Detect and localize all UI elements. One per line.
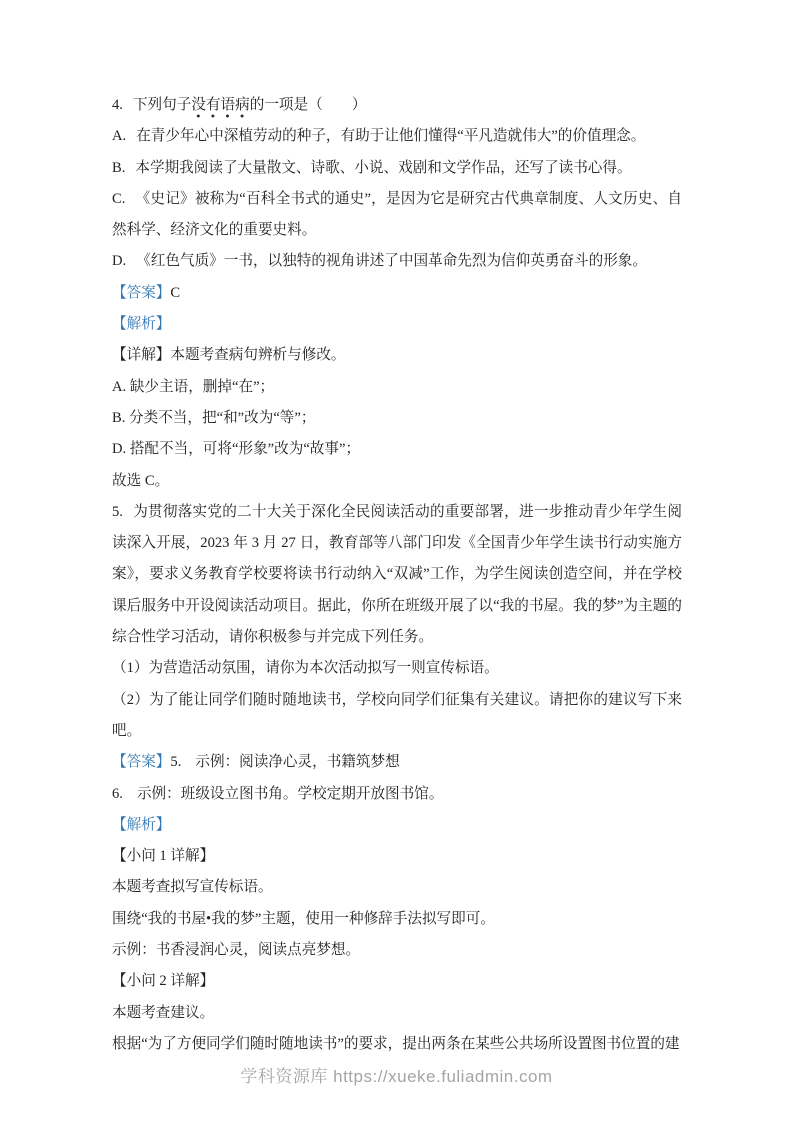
q4-detail-line: 故选 C。 bbox=[112, 472, 170, 489]
q5-sub1: （1）为营造活动氛围，请你为本次活动拟写一则宣传标语。 bbox=[112, 660, 499, 677]
q4-stem bbox=[112, 90, 682, 121]
q5-analysis-line: 本题考查拟写宣传标语。 bbox=[112, 879, 273, 896]
q4-option-a-label: A. bbox=[112, 128, 127, 145]
q5-analysis-line: 示例：书香浸润心灵，阅读点亮梦想。 bbox=[112, 942, 361, 959]
q5-stem-text: 为贯彻落实党的二十大关于深化全民阅读活动的重要部署，进一步推动青少年学生阅读深入开展，2023 年 3 月 27 日，教育部等八部门印发《全国青少年学生读书行动实施方案》，要求义务教育学校要将读书行动纳入“双减”工作，为学生阅读创造空间，并在学校课后服务中开设阅读活动项目。据此，你所在班级开展了以“我的书屋。我的梦”为主题的综合性学习活动，请你积极参与并完成下列任务。 bbox=[112, 503, 682, 646]
q5-analysis-line-truncated: 根据“为了方便同学们随时随地读书”的要求，提出两条在某些公共场所设置图书位置的建 bbox=[112, 1035, 680, 1052]
q4-answer-line bbox=[112, 278, 682, 309]
q5-analysis-line: 围绕“我的书屋•我的梦”主题，使用一种修辞手法拟写即可。 bbox=[112, 910, 495, 927]
q5-answer-tag: 【答案】 bbox=[112, 754, 171, 771]
q4-option-c-label: C. bbox=[112, 190, 126, 207]
q4-option-d-label: D. bbox=[112, 253, 127, 270]
q4-number: 4. bbox=[112, 97, 123, 113]
q5-analysis-line: 【小问 2 详解】 bbox=[112, 973, 215, 990]
q4-option-a-text: 在青少年心中深植劳动的种子，有助于让他们懂得“平凡造就伟大”的价值理念。 bbox=[136, 128, 646, 145]
q4-option-c-text: 《史记》被称为“百科全书式的通史”，是因为它是研究古代典章制度、人文历史、自然科学、经济文化的重要史料。 bbox=[112, 190, 682, 239]
q4-detail-line: A. 缺少主语，删掉“在”； bbox=[112, 378, 275, 395]
q4-stem-suffix: 的一项是（ ） bbox=[249, 97, 367, 113]
q5-answer-line-2 bbox=[112, 779, 682, 810]
q4-stem-emphasis: 没有语病 bbox=[191, 97, 249, 119]
q5-analysis-tag-line bbox=[112, 810, 682, 841]
q4-option-d-text: 《红色气质》一书，以独特的视角讲述了中国革命先烈为信仰英勇奋斗的形象。 bbox=[136, 253, 647, 270]
watermark-footer: 学科资源库 https://xueke.fuliadmin.com bbox=[240, 1067, 553, 1086]
q5-answer2-number: 6. bbox=[112, 785, 123, 802]
q4-option-b-label: B. bbox=[112, 159, 126, 176]
q5-analysis-line: 【小问 1 详解】 bbox=[112, 848, 215, 865]
q5-answer-line-1 bbox=[112, 747, 682, 778]
q4-option-b-text: 本学期我阅读了大量散文、诗歌、小说、戏剧和文学作品，还写了读书心得。 bbox=[135, 159, 632, 176]
q4-detail-line: 【详解】本题考查病句辨析与修改。 bbox=[112, 347, 346, 364]
q4-analysis-tag: 【解析】 bbox=[112, 316, 171, 333]
q5-answer1-text: 示例：阅读净心灵，书籍筑梦想 bbox=[195, 754, 400, 771]
q5-answer2-text: 示例：班级设立图书角。学校定期开放图书馆。 bbox=[136, 785, 444, 802]
q5-sub2: （2）为了能让同学们随时随地读书，学校向同学们征集有关建议。请把你的建议写下来吧。 bbox=[112, 691, 682, 739]
q5-answer1-number: 5. bbox=[170, 754, 182, 771]
q4-detail-line: B. 分类不当，把“和”改为“等”； bbox=[112, 409, 316, 426]
q4-option-d bbox=[112, 246, 682, 277]
q4-stem-prefix: 下列句子 bbox=[132, 97, 192, 113]
q4-detail-line: D. 搭配不当，可将“形象”改为“故事”； bbox=[112, 441, 361, 458]
q5-number: 5. bbox=[112, 503, 123, 520]
q4-analysis-tag-line bbox=[112, 309, 682, 340]
q4-answer-value: C bbox=[170, 284, 181, 301]
q4-option-c bbox=[112, 184, 682, 247]
q5-stem bbox=[112, 497, 682, 653]
q5-analysis-line: 本题考查建议。 bbox=[112, 1004, 215, 1021]
q4-option-b bbox=[112, 153, 682, 184]
document-content bbox=[112, 90, 682, 1060]
q4-option-a bbox=[112, 121, 682, 152]
q5-analysis-tag: 【解析】 bbox=[112, 816, 171, 833]
q4-answer-tag: 【答案】 bbox=[112, 284, 171, 301]
